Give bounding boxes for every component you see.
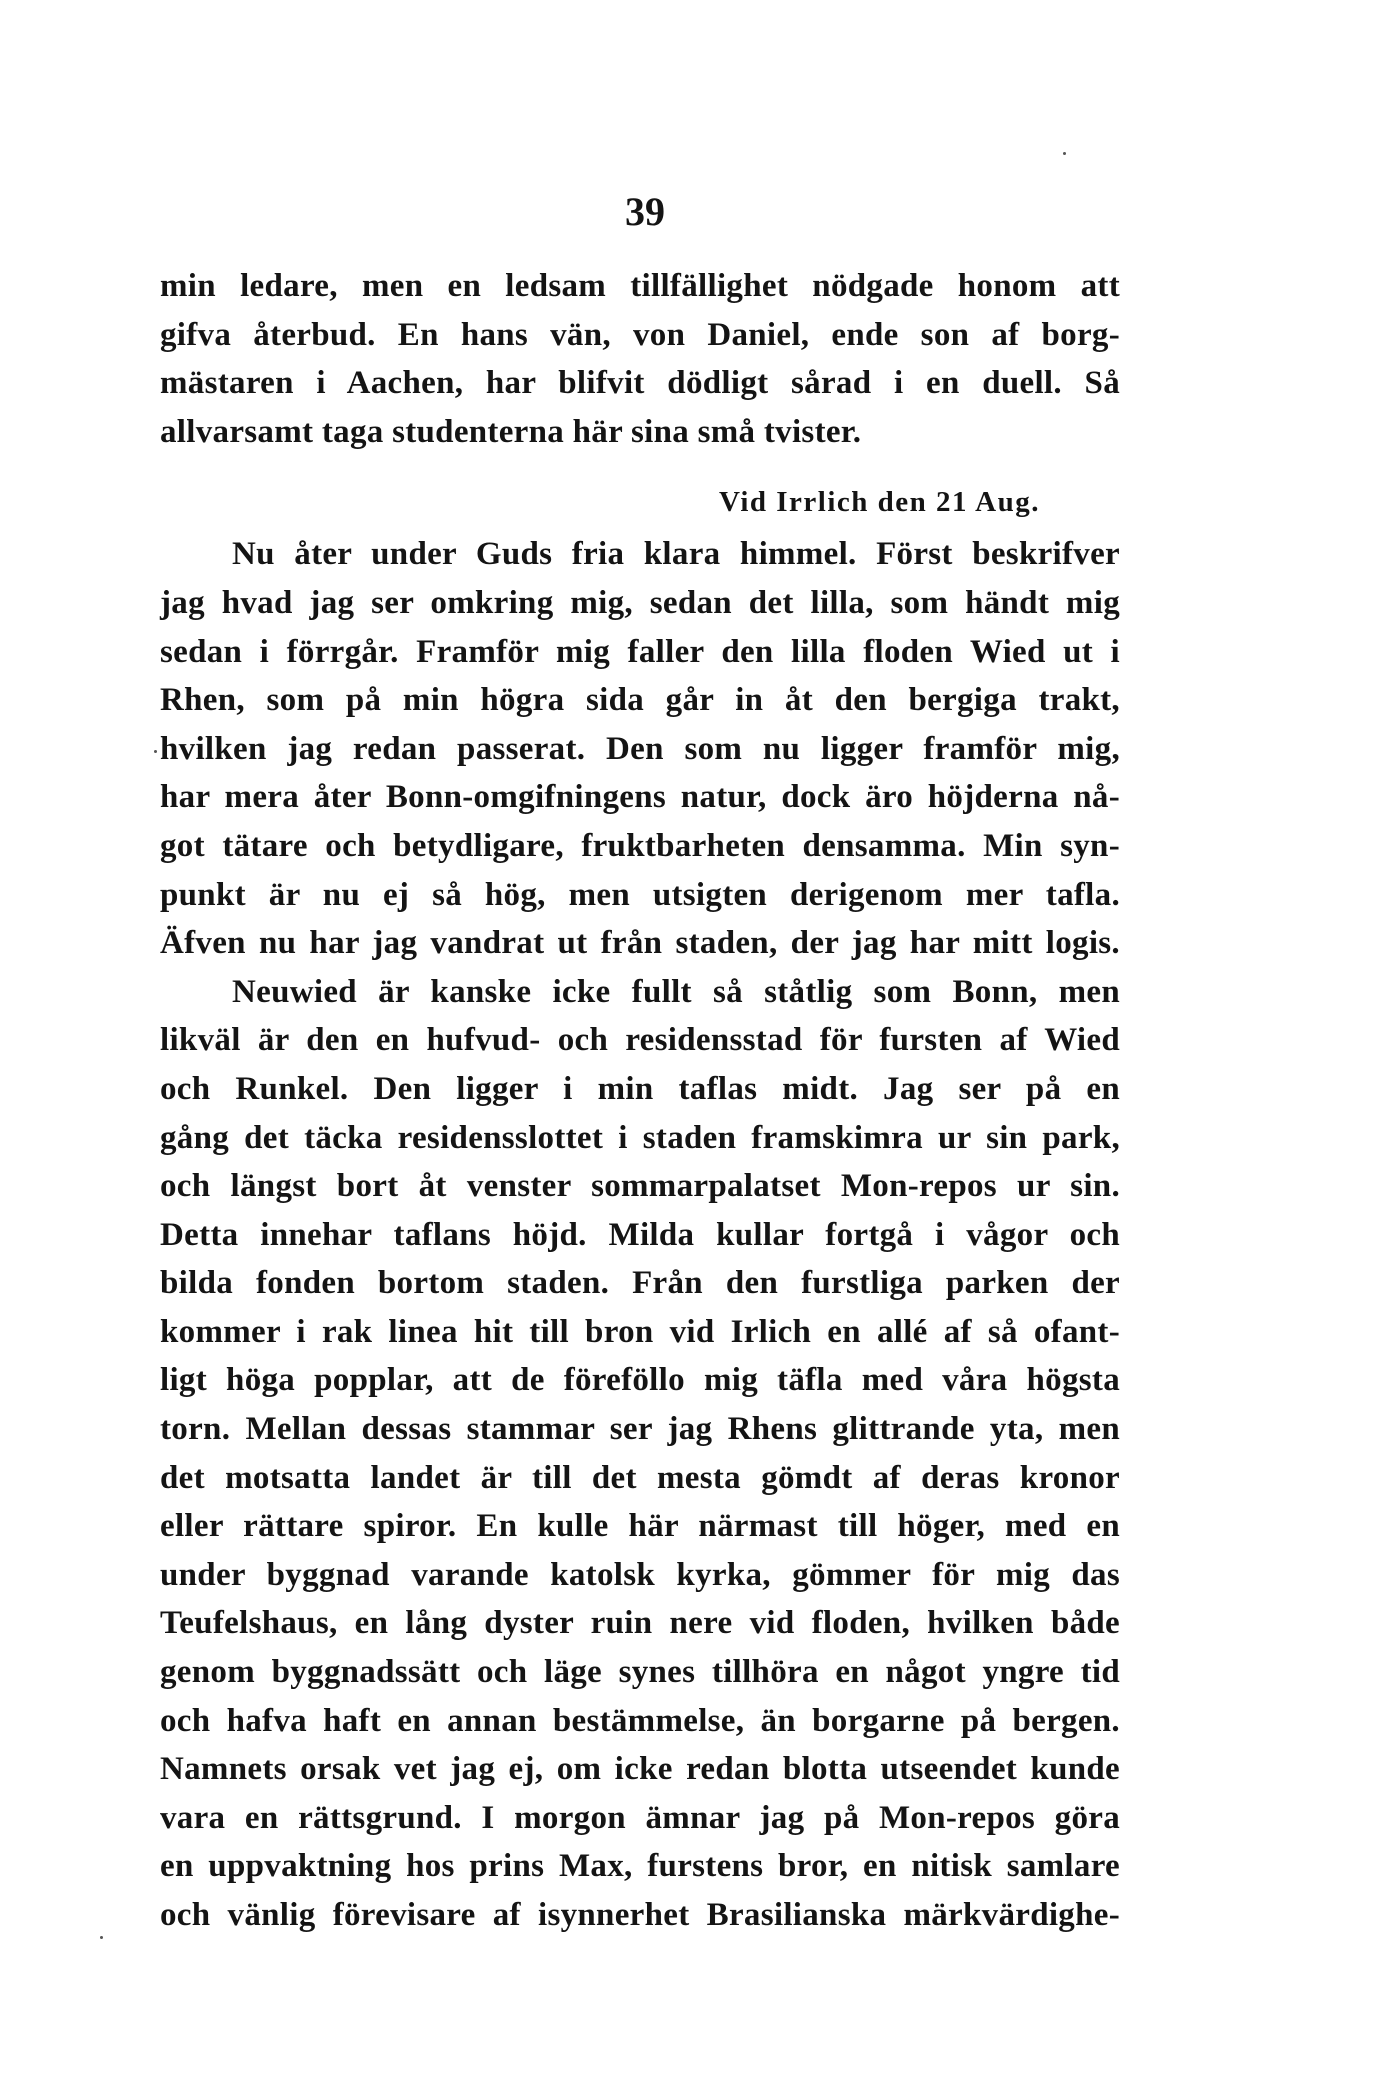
- text-line: min ledare, men en ledsam tillfällighet nödgade honom att: [160, 268, 1120, 304]
- text-line: gifva återbud. En hans vän, von Daniel, ende son af borg-: [160, 316, 1120, 353]
- text-line: Detta innehar taflans höjd. Milda kullar fortgå i vågor och: [160, 1216, 1120, 1253]
- paragraph-1: [160, 262, 1120, 456]
- text-line: ligt höga popplar, att de föreföllo mig täfla med våra högsta: [160, 1362, 1120, 1399]
- text-line: vara en rättsgrund. I morgon ämnar jag på Mon-repos göra: [160, 1799, 1120, 1836]
- text-line: och hafva haft en annan bestämmelse, än borgarne på bergen.: [160, 1702, 1120, 1739]
- page-number: 39: [625, 189, 665, 234]
- text-line: har mera åter Bonn-omgifningens natur, dock äro höjderna nå-: [160, 779, 1120, 816]
- text-line: mästaren i Aachen, har blifvit dödligt sårad i en duell. Så: [160, 365, 1120, 402]
- text-line: bilda fonden bortom staden. Från den furstliga parken der: [160, 1265, 1120, 1302]
- text-line: jag hvad jag ser omkring mig, sedan det lilla, som händt mig: [160, 584, 1120, 621]
- text-line: gång det täcka residensslottet i staden framskimra ur sin park,: [160, 1119, 1120, 1156]
- paragraph-3: [160, 968, 1120, 1940]
- text-line: likväl är den en hufvud- och residensstad för fursten af Wied: [160, 1022, 1120, 1059]
- text-line: eller rättare spiror. En kulle här närmast till höger, med en: [160, 1508, 1120, 1545]
- text-line: hvilken jag redan passerat. Den som nu ligger framför mig,: [160, 730, 1120, 767]
- text-line: sedan i förrgår. Framför mig faller den lilla floden Wied ut i: [160, 633, 1120, 670]
- text-line: och vänlig förevisare af isynnerhet Brasilianska märkvärdighe-: [160, 1897, 1120, 1933]
- text-line: kommer i rak linea hit till bron vid Irlich en allé af så ofant-: [160, 1313, 1120, 1350]
- text-line: Neuwied är kanske icke fullt så ståtlig som Bonn, men: [232, 973, 1120, 1010]
- text-line: och Runkel. Den ligger i min taflas midt. Jag ser på en: [160, 1070, 1120, 1107]
- text-line: Nu åter under Guds fria klara himmel. Först beskrifver: [232, 536, 1120, 573]
- text-line: punkt är nu ej så hög, men utsigten derigenom mer tafla.: [160, 876, 1120, 913]
- text-line: en uppvaktning hos prins Max, furstens bror, en nitisk samlare: [160, 1848, 1120, 1885]
- text-line: allvarsamt taga studenterna här sina små tvister.: [160, 413, 862, 450]
- text-line: under byggnad varande katolsk kyrka, gömmer för mig das: [160, 1556, 1120, 1593]
- text-line: torn. Mellan dessas stammar ser jag Rhens glittrande yta, men: [160, 1411, 1120, 1448]
- dateline: Vid Irrlich den 21 Aug.: [718, 486, 1040, 519]
- text-line: genom byggnadssätt och läge synes tillhöra en något yngre tid: [160, 1654, 1120, 1691]
- margin-speck: [100, 1936, 103, 1939]
- text-line: Rhen, som på min högra sida går in åt den bergiga trakt,: [160, 682, 1120, 719]
- paragraph-2: [160, 530, 1120, 967]
- text-line: Teufelshaus, en lång dyster ruin nere vid floden, hvilken både: [160, 1605, 1120, 1642]
- margin-speck: [154, 750, 157, 753]
- text-line: och längst bort åt venster sommarpalatset Mon-repos ur sin.: [160, 1168, 1120, 1205]
- text-line: det motsatta landet är till det mesta gömdt af deras kronor: [160, 1459, 1120, 1496]
- text-line: Äfven nu har jag vandrat ut från staden, der jag har mitt logis.: [160, 925, 1120, 962]
- page-body: [160, 262, 1120, 1940]
- margin-speck: [1063, 152, 1066, 155]
- text-line: got tätare och betydligare, fruktbarheten densamma. Min syn-: [160, 827, 1120, 864]
- text-line: Namnets orsak vet jag ej, om icke redan blotta utseendet kunde: [160, 1751, 1120, 1788]
